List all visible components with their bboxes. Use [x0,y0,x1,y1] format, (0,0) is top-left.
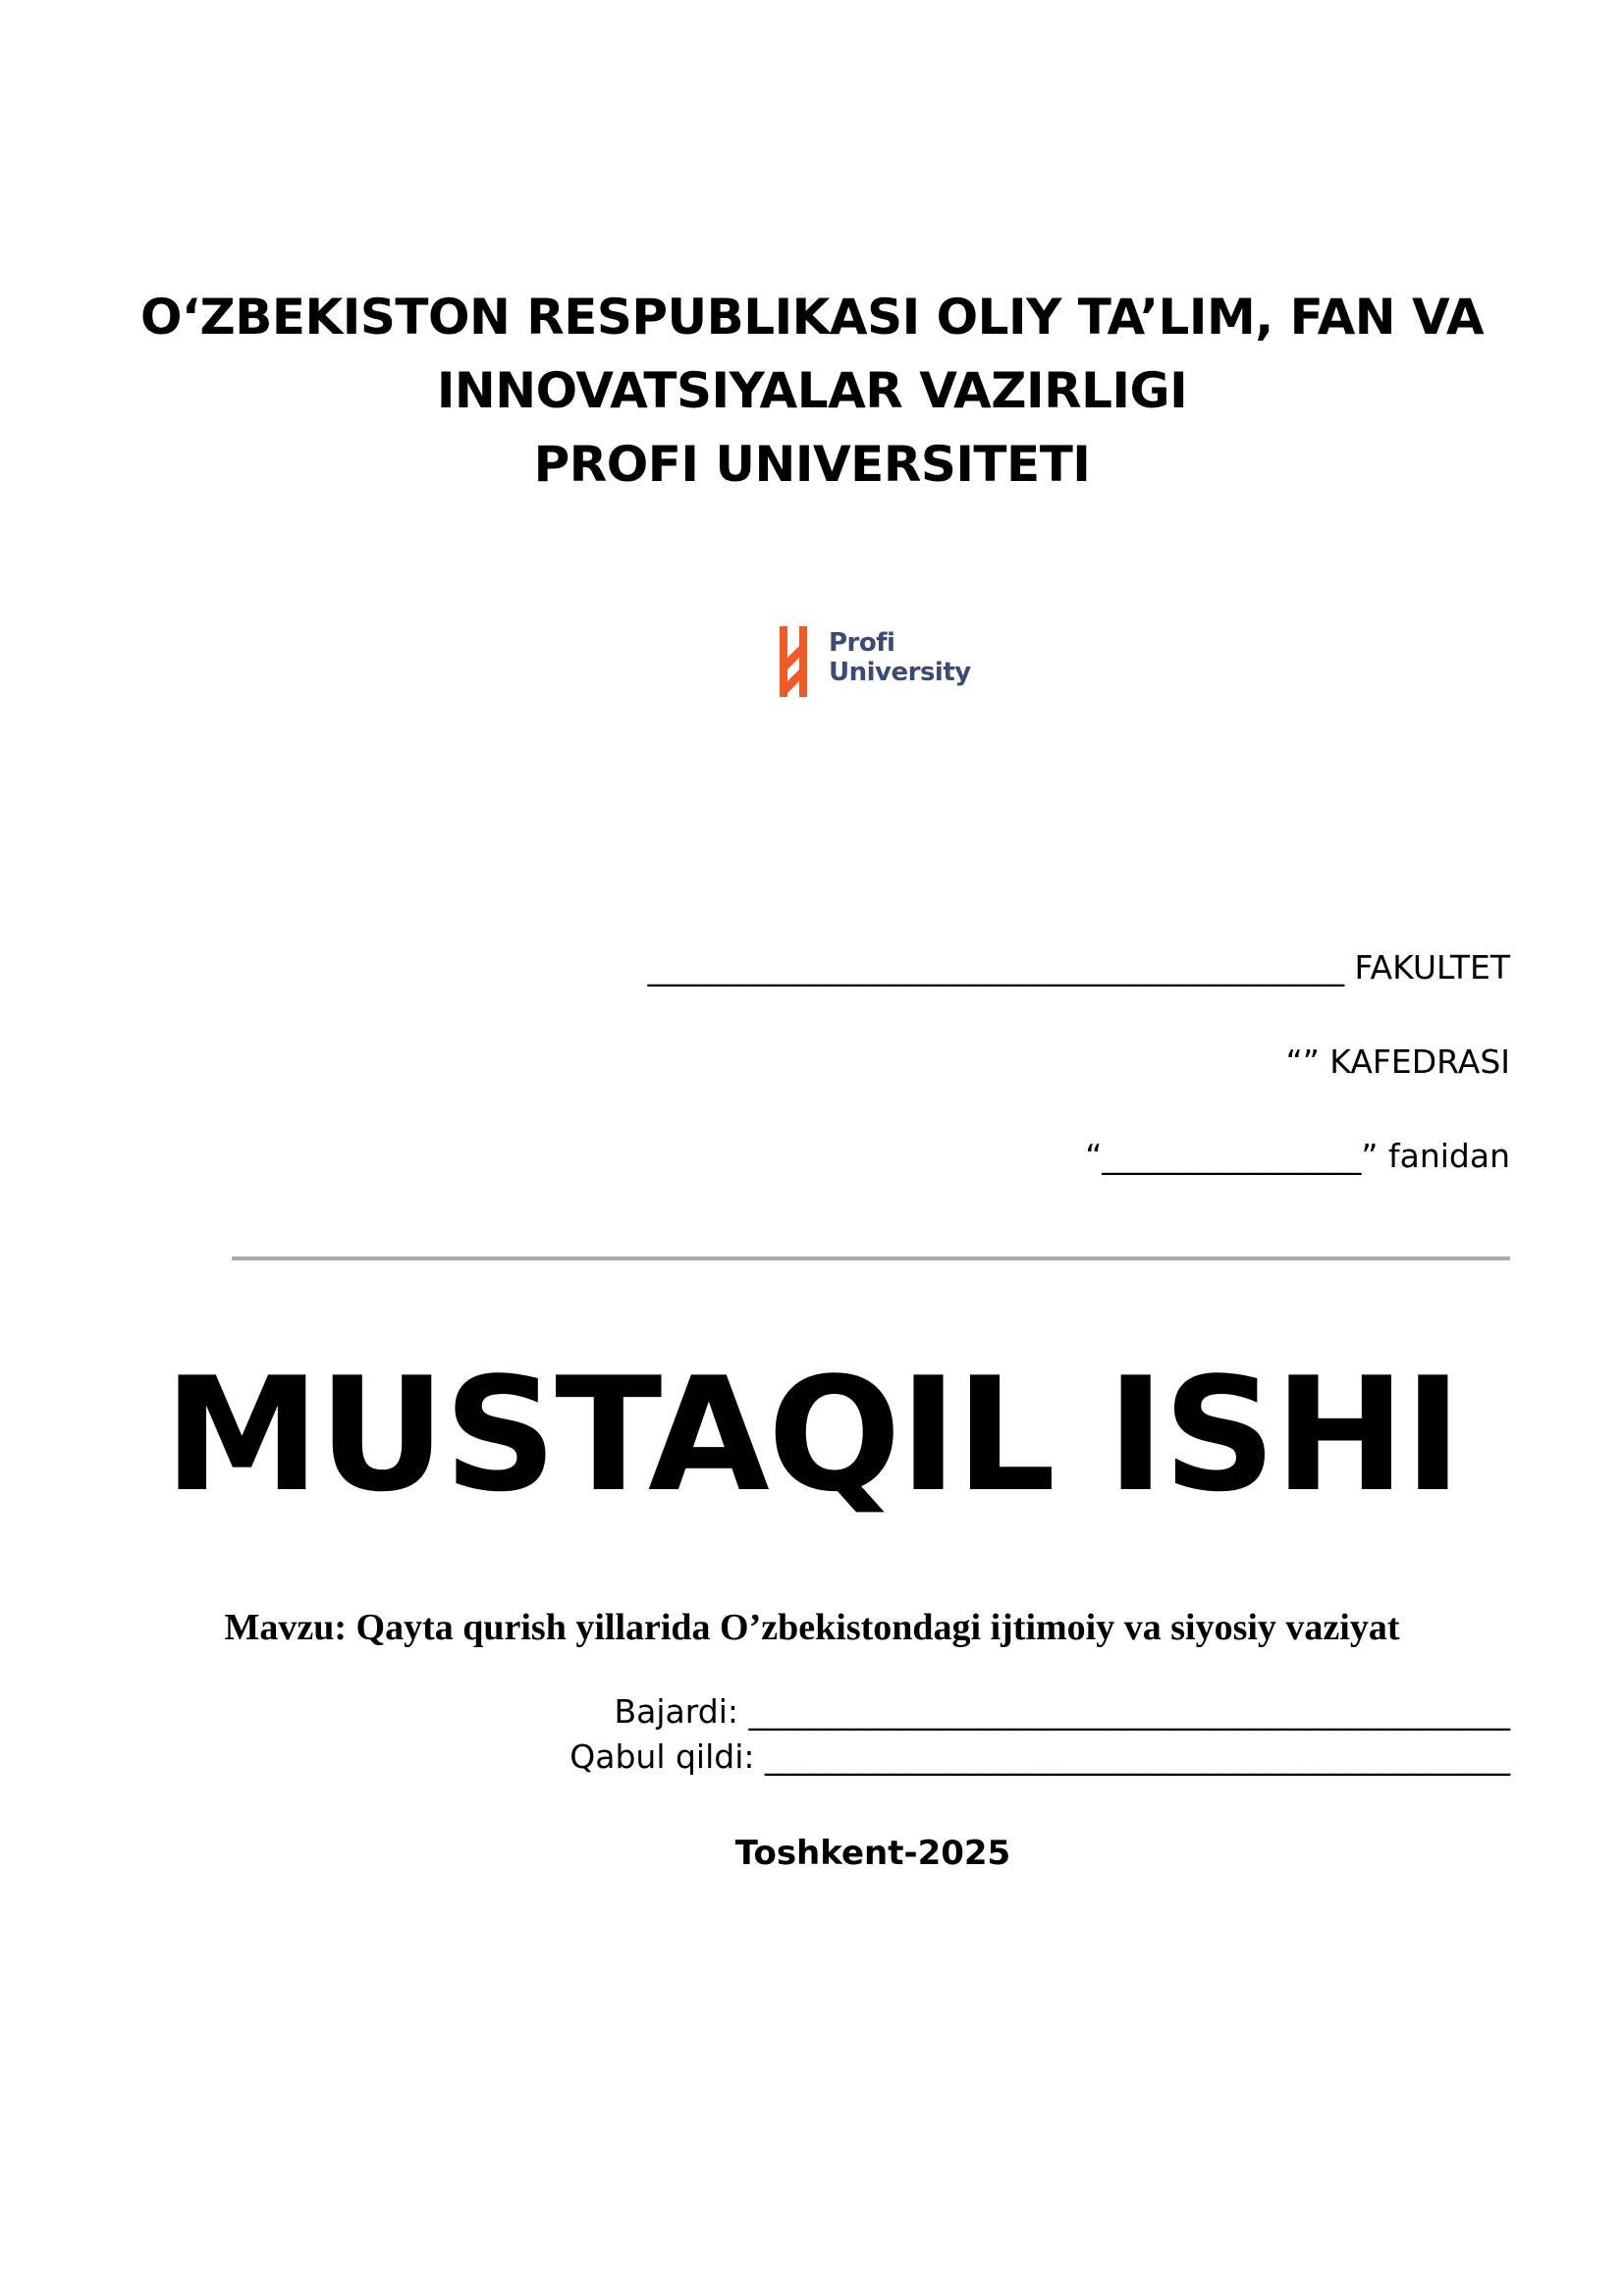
logo-wordmark [829,628,971,687]
subject-open-quote: “ [1085,1137,1103,1175]
logo-mark-icon [776,624,815,699]
heading-line-1: O‘ZBEKISTON RESPUBLIKASI OLIY TA’LIM, FAN VA [139,289,1485,346]
topic-line: Mavzu: Qayta qurish yillarida O’zbekistondagi ijtimoiy va siyosiy vaziyat [224,1607,1400,1648]
university-logo [776,624,982,699]
heading-line-3: PROFI UNIVERSITETI [533,436,1091,493]
accepted-by-blank: ______________________________________________ [765,1737,1510,1776]
accepted-by-row [569,1735,1510,1779]
document-title: MUSTAQIL ISHI [163,1343,1461,1526]
faculty-label: FAKULTET [1344,948,1510,987]
subject-blank: ________________ [1102,1137,1362,1175]
subject-label: ” fanidan [1361,1137,1510,1175]
done-by-row [615,1690,1510,1734]
subject-line [1085,1137,1510,1176]
logo-word-university: University [829,658,971,687]
logo-word-profi: Profi [829,628,895,658]
done-by-blank: _______________________________________________ [748,1692,1510,1731]
done-by-label: Bajardi: [614,1692,749,1731]
faculty-line [648,948,1510,988]
faculty-blank: ___________________________________________ [647,948,1345,987]
heading-line-2: INNOVATSIYALAR VAZIRLIGI [436,362,1188,419]
ministry-heading [0,281,1624,502]
accepted-by-label: Qabul qildi: [569,1737,765,1776]
divider-line [232,1256,1510,1260]
city-year: Toshkent-2025 [734,1834,1011,1873]
department-label: “” KAFEDRASI [1285,1042,1510,1081]
department-line [1286,1042,1510,1082]
